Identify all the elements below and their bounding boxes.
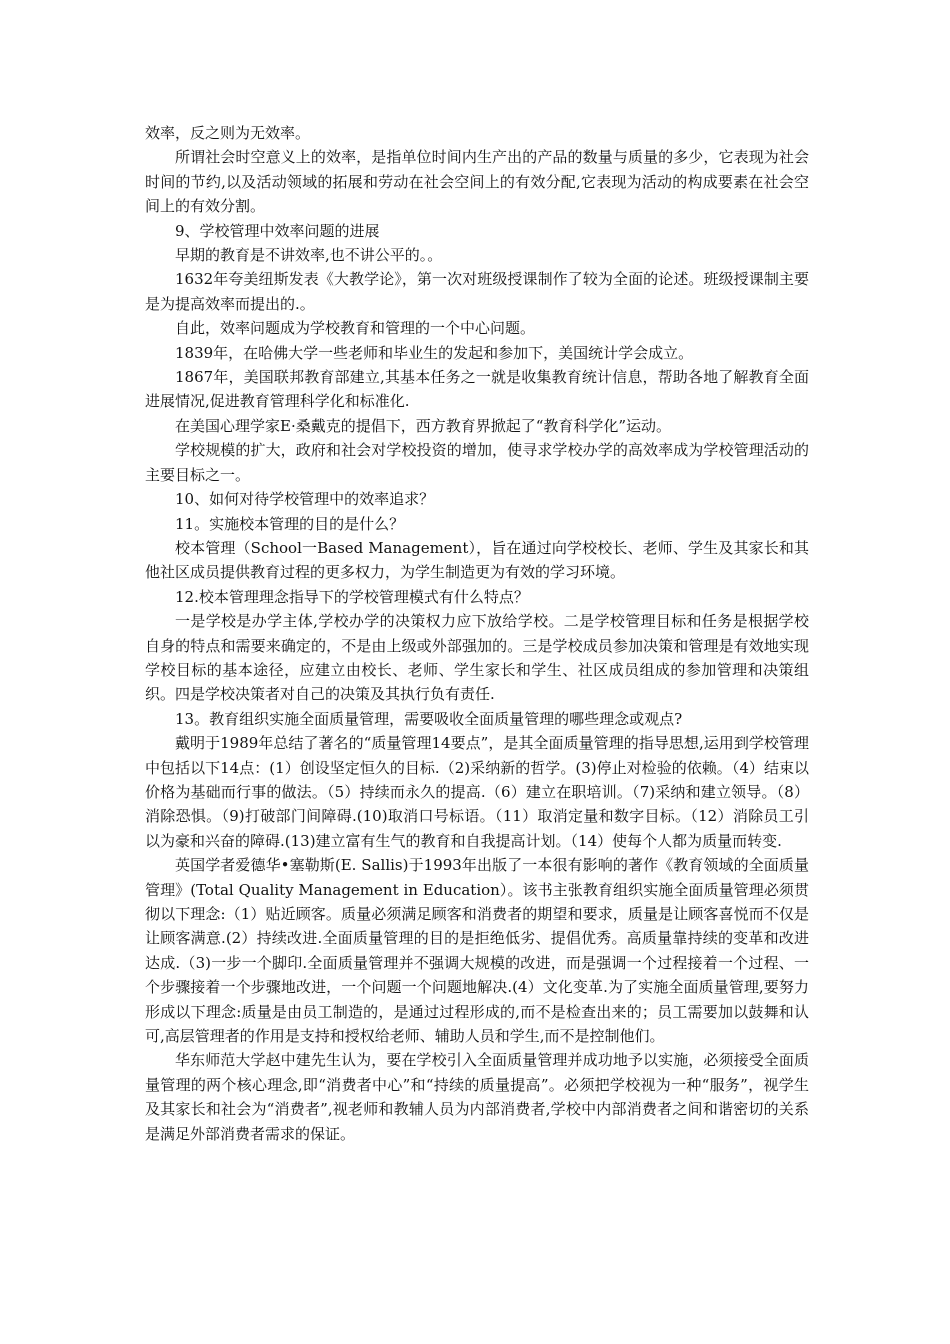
section-heading: 11。实施校本管理的目的是什么？ <box>175 514 405 533</box>
paragraph: 英国学者爱德华•塞勒斯(E. Sallis)于1993年出版了一本很有影响的著作《教育领域的全面质量管理》(Total Quality Management in Education）。该书主张教育组织实施全面质量管理必须贯彻以下理念:（1）贴近顾客。质量必须满足顾客和消费者的期望和要求，质量是让顾客喜悦而不仅是让顾客满意.(2）持续改进.全面质量管理的目的是拒绝低劣、提倡优秀。高质量靠持续的变革和改进达成.（3)一步一个脚印.全面质量管理并不强调大规模的改进，而是强调一个过程接着一个过程、一个步骤接着一个步骤地改进，一个问题一个问题地解决.(4）文化变革.为了实施全面质量管理,要努力形成以下理念:质量是由员工制造的，是通过过程形成的,而不是检查出来的；员工需要加以鼓舞和认可,高层管理者的作用是支持和授权给老师、辅助人员和学生,而不是控制他们。 <box>145 856 809 1046</box>
paragraph: 1632年夸美纽斯发表《大教学论》，第一次对班级授课制作了较为全面的论述。班级授课制主要是为提高效率而提出的.。 <box>145 270 809 313</box>
paragraph: 效率，反之则为无效率。 <box>145 124 311 142</box>
paragraph: 在美国心理学家E·桑戴克的提倡下，西方教育界掀起了“教育科学化”运动。 <box>175 416 672 435</box>
paragraph: 一是学校是办学主体,学校办学的决策权力应下放给学校。二是学校管理目标和任务是根据学校自身的特点和需要来确定的，不是由上级或外部强加的。三是学校成员参加决策和管理是有效地实现学校目标的基本途径，应建立由校长、老师、学生家长和学生、社区成员组成的参加管理和决策组织。四是学校决策者对自己的决策及其执行负有责任. <box>145 612 809 704</box>
section-heading: 9、学校管理中效率问题的进展 <box>175 221 380 240</box>
paragraph: 学校规模的扩大，政府和社会对学校投资的增加，使寻求学校办学的高效率成为学校管理活动的主要目标之一。 <box>145 441 809 484</box>
paragraph: 1839年，在哈佛大学一些老师和毕业生的发起和参加下，美国统计学会成立。 <box>175 343 694 362</box>
paragraph: 自此，效率问题成为学校教育和管理的一个中心问题。 <box>175 319 536 338</box>
section-heading: 12.校本管理理念指导下的学校管理模式有什么特点？ <box>175 587 529 606</box>
document-body <box>145 121 809 1146</box>
paragraph: 华东师范大学赵中建先生认为，要在学校引入全面质量管理并成功地予以实施，必须接受全面质量管理的两个核心理念,即“消费者中心”和“持续的质量提高”。必须把学校视为一种“服务”，视学生及其家长和社会为“消费者”,视老师和教辅人员为内部消费者,学校中内部消费者之间和谐密切的关系是满足外部消费者需求的保证。 <box>145 1051 809 1143</box>
paragraph: 校本管理（School一Based Management），旨在通过向学校校长、老师、学生及其家长和其他社区成员提供教育过程的更多权力，为学生制造更为有效的学习环境。 <box>145 538 809 582</box>
section-heading: 10、如何对待学校管理中的效率追求？ <box>175 490 435 509</box>
paragraph: 所谓社会时空意义上的效率，是指单位时间内生产出的产品的数量与质量的多少，它表现为社会时间的节约,以及活动领域的拓展和劳动在社会空间上的有效分配,它表现为活动的构成要素在社会空间上的有效分割。 <box>145 148 809 216</box>
paragraph: 戴明于1989年总结了著名的“质量管理14要点”，是其全面质量管理的指导思想,运用到学校管理中包括以下14点：(1）创设坚定恒久的目标.（2)采纳新的哲学。(3)停止对检验的依赖。（4）结束以价格为基础而行事的做法。（5）持续而永久的提高.（6）建立在职培训。（7)采纳和建立领导。（8）消除恐惧。（9)打破部门间障碍.(10)取消口号标语。（11）取消定量和数字目标。（12）消除员工引以为豪和兴奋的障碍.(13)建立富有生气的教育和自我提高计划。（14）使每个人都为质量而转变. <box>145 734 809 850</box>
section-heading: 13。教育组织实施全面质量管理，需要吸收全面质量管理的哪些理念或观点? <box>175 709 683 728</box>
paragraph: 早期的教育是不讲效率,也不讲公平的。。 <box>175 246 443 265</box>
paragraph: 1867年，美国联邦教育部建立,其基本任务之一就是收集教育统计信息，帮助各地了解教育全面进展情况,促进教育管理科学化和标准化. <box>145 368 809 411</box>
